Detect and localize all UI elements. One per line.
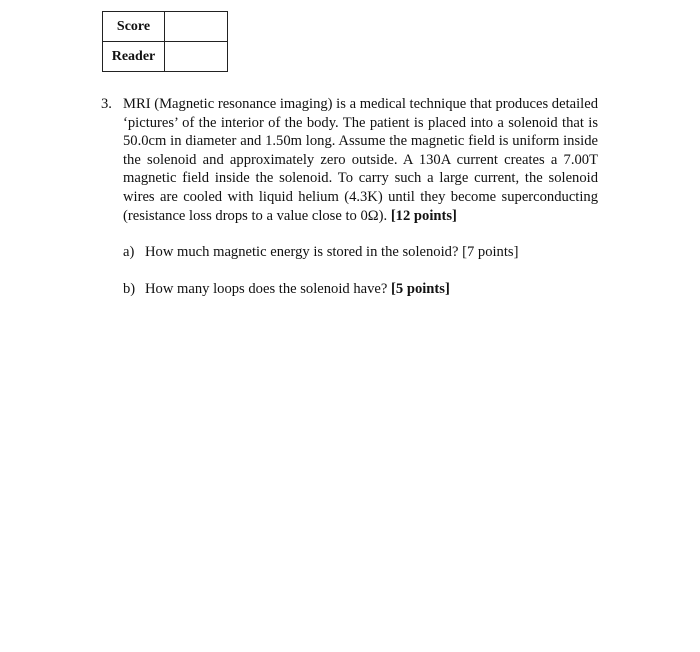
score-label: Score — [103, 12, 165, 42]
question-row — [101, 95, 598, 225]
reader-label: Reader — [103, 42, 165, 72]
reader-value-cell — [165, 42, 228, 72]
sub-question-letter: b) — [123, 280, 136, 297]
sub-question-b — [123, 280, 598, 299]
score-table — [102, 11, 228, 72]
question-number: 3. — [101, 96, 112, 112]
sub-question-letter: a) — [123, 244, 135, 261]
score-row — [103, 12, 228, 42]
sub-question-a — [123, 243, 598, 262]
question-text — [123, 95, 598, 225]
sub-question-points: [5 points] — [391, 280, 450, 297]
sub-question-list — [123, 243, 598, 298]
reader-row — [103, 42, 228, 72]
question-block — [101, 95, 598, 316]
sub-question-content — [145, 243, 518, 262]
question-points: [12 points] — [390, 207, 457, 224]
sub-question-text: How much magnetic energy is stored in the solenoid? — [145, 244, 459, 261]
score-value-cell — [165, 12, 228, 42]
question-body: MRI (Magnetic resonance imaging) is a medical technique that produces detailed ‘pictures’ of the interior of the body. The patient is placed into a solenoid that is 50.0cm in diameter and 1.50m long. Assume the magnetic field is uniform inside the solenoid and approximately zero outside. A 130A current creates a 7.00T magnetic field inside the solenoid. To carry such a large current, the solenoid wires are cooled with liquid helium (4.3K) until they become superconducting (resistance loss drops to a value close to 0Ω). — [123, 96, 598, 224]
sub-question-points: [7 points] — [462, 244, 519, 261]
sub-question-text: How many loops does the solenoid have? — [145, 280, 388, 297]
sub-question-content — [145, 280, 450, 299]
